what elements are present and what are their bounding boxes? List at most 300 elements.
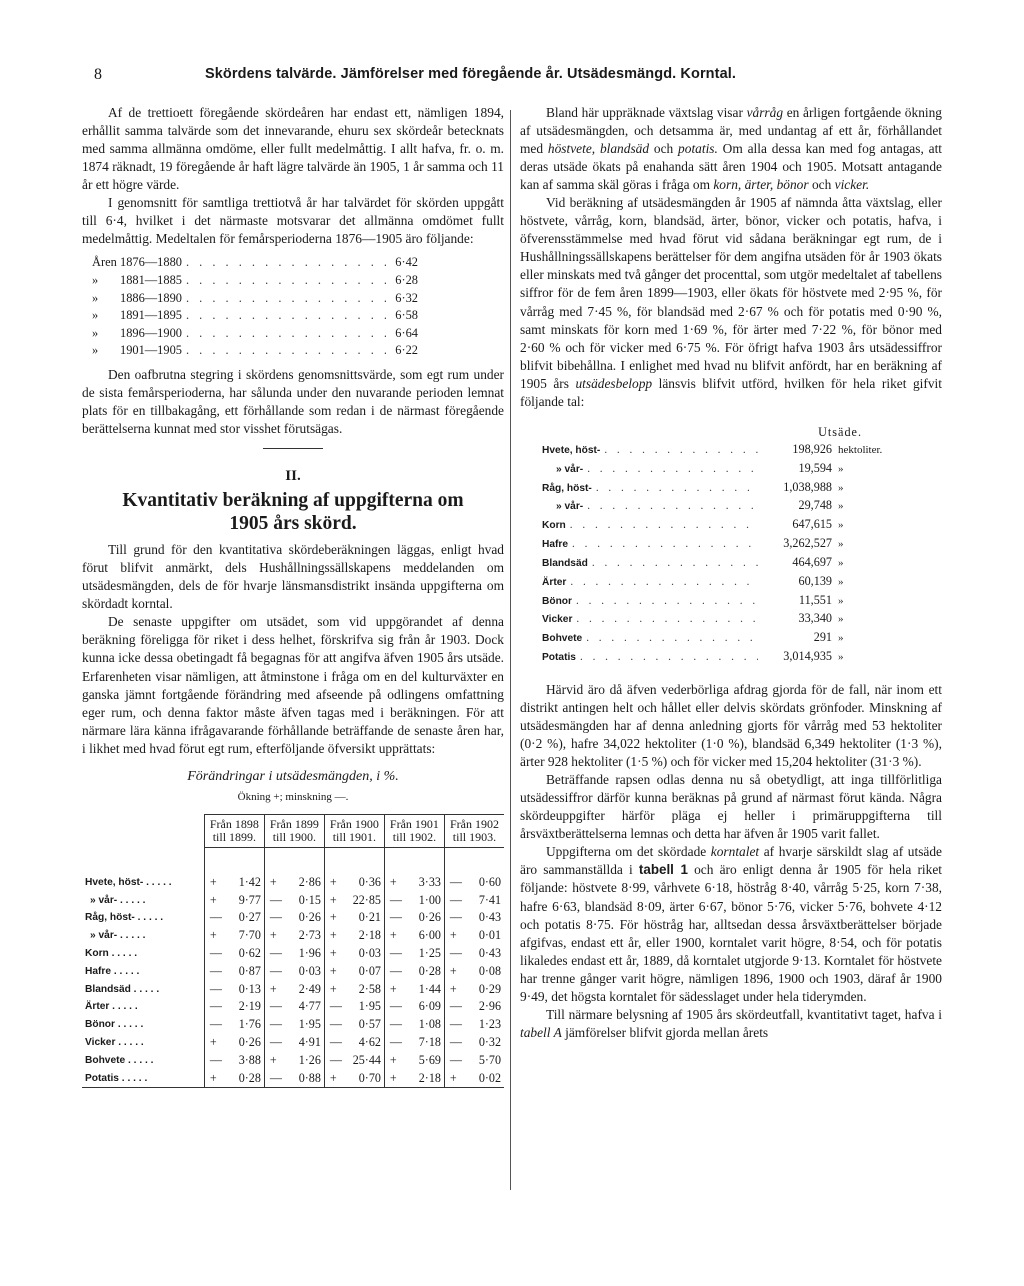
value: 1·00	[418, 892, 441, 907]
value: 2·96	[478, 999, 501, 1014]
table-crop-name: » vår- . . . . .	[90, 894, 146, 906]
average-period: 1891—1895	[120, 308, 182, 323]
table-row	[82, 927, 504, 945]
table-cell	[444, 847, 504, 891]
table-cell	[444, 927, 504, 945]
average-lead: »	[92, 308, 99, 323]
table-row	[82, 945, 504, 963]
table-cell	[204, 1016, 264, 1034]
value: 0·27	[238, 910, 261, 925]
column-divider	[510, 110, 511, 1190]
sign: +	[449, 963, 457, 978]
table-cell	[384, 892, 444, 910]
seed-value: 19,594	[798, 460, 832, 475]
table-cell	[384, 963, 444, 981]
seed-crop-name: Korn	[542, 520, 566, 532]
paragraph: De senaste uppgifter om utsädet, som vid uppgörandet af denna beräkning föreligga för riket i dess helhet, förskrifva sig från år 1903. Dock kunna icke dessa obetingadt få begagnas för att angifva äfven 1905 års utsäde. Erfarenheten visar nämligen, att åtminstone i fråga om en del kulturväxter en ganska jämnt fortgående förändring med afseende på odlingens omfattning eger rum, och denna faktor måste äfven tagas med i beräkningen. För att närmare lära känna ifrågavarande förhållande beträffande de senaste åren har, i likhet med hvad förut egt rum, efterföljande öfversikt upprättats:	[82, 614, 504, 756]
value: 2·18	[418, 1070, 441, 1085]
sign: +	[209, 1035, 217, 1049]
value: 3·88	[238, 1052, 261, 1067]
table-row	[82, 963, 504, 981]
value: 2·49	[298, 981, 321, 996]
seed-row	[542, 516, 892, 535]
seed-unit: »	[838, 538, 844, 551]
value: 0·08	[478, 963, 501, 978]
value: 4·62	[358, 1035, 381, 1049]
table-cell	[444, 909, 504, 927]
value: 1·76	[238, 1017, 261, 1032]
sign: —	[329, 1035, 342, 1049]
seed-unit: »	[838, 462, 844, 475]
sign: +	[329, 892, 337, 907]
dot-leader	[576, 649, 758, 667]
sign: +	[269, 874, 277, 889]
table-cell	[444, 945, 504, 963]
sign: +	[209, 874, 217, 889]
table-row	[82, 1070, 504, 1088]
dot-leader	[588, 555, 758, 573]
table-cell	[324, 1034, 384, 1052]
table-crop-name: Råg, höst- . . . . .	[85, 912, 164, 924]
table-crop-name: Blandsäd . . . . .	[85, 983, 160, 995]
table-cell	[384, 945, 444, 963]
seed-row	[542, 535, 892, 554]
value: 6·09	[418, 999, 441, 1014]
value: 0·87	[238, 963, 261, 978]
table-cell	[384, 998, 444, 1016]
seed-unit: »	[838, 651, 844, 664]
value: 4·91	[298, 1035, 321, 1049]
seed-unit: »	[838, 575, 844, 588]
page-number: 8	[94, 66, 102, 83]
table-column-header: Från 1899 till 1900.	[264, 814, 324, 847]
value: 0·43	[478, 946, 501, 961]
value: 1·25	[418, 946, 441, 961]
average-row	[92, 290, 418, 308]
average-row	[92, 307, 418, 325]
sign: —	[329, 999, 342, 1014]
sign: —	[389, 1017, 403, 1032]
value: 0·57	[358, 1017, 381, 1032]
table-cell	[444, 1052, 504, 1070]
value: 0·02	[478, 1070, 501, 1085]
value: 1·08	[418, 1017, 441, 1032]
value: 0·60	[478, 874, 501, 889]
average-row	[92, 254, 418, 272]
sign: —	[269, 1017, 282, 1032]
value: 0·62	[238, 946, 261, 961]
seed-crop-name: Blandsäd	[542, 557, 588, 569]
value: 25·44	[352, 1052, 381, 1067]
left-column	[82, 104, 504, 1088]
table-crop-name: Hvete, höst- . . . . .	[85, 876, 172, 888]
seed-crop-name: Hvete, höst-	[542, 444, 601, 456]
table-cell	[444, 1070, 504, 1088]
sign: +	[269, 928, 277, 943]
value: 7·18	[418, 1035, 441, 1049]
seed-row	[542, 573, 892, 592]
table-cell	[324, 998, 384, 1016]
table-cell	[384, 909, 444, 927]
value: 0·07	[358, 963, 381, 978]
table-cell	[324, 981, 384, 999]
table-crop-name: Ärter . . . . .	[85, 1001, 138, 1013]
table-cell	[264, 892, 324, 910]
sign: —	[209, 963, 222, 978]
sign: +	[329, 910, 337, 925]
table-cell	[204, 1052, 264, 1070]
table-crop-name: Vicker . . . . .	[85, 1037, 144, 1048]
sign: +	[329, 874, 337, 889]
sign: —	[269, 1035, 282, 1049]
sign: —	[389, 999, 403, 1014]
seed-value: 464,697	[792, 554, 832, 569]
table-cell	[264, 1016, 324, 1034]
period-averages-list	[92, 254, 418, 360]
sign: —	[449, 1017, 463, 1032]
paragraph: Till grund för den kvantitativa skördeberäkningen läggas, enligt hvad förut blifvit anmärkt, dels Hushållningssällskapens meddelanden om utsädesmängden, dels de för hvarje länsmansdistrikt insända uppgifterna om skördadt korntal.	[82, 542, 504, 612]
sign: —	[389, 910, 403, 925]
average-period: 1896—1900	[120, 325, 182, 340]
sign: —	[209, 946, 222, 961]
table-cell	[384, 1034, 444, 1052]
sign: —	[449, 999, 463, 1014]
seed-crop-name: Bönor	[542, 595, 572, 607]
value: 2·73	[298, 928, 321, 943]
sign: +	[449, 928, 457, 943]
value: 0·01	[478, 928, 501, 943]
seed-change-table	[82, 814, 504, 1089]
average-period: 1876—1880	[120, 255, 182, 270]
table-cell	[204, 892, 264, 910]
seed-value: 60,139	[798, 573, 832, 588]
seed-row	[542, 648, 892, 667]
dot-leader	[566, 574, 758, 592]
value: 7·70	[238, 928, 261, 943]
seed-unit: »	[838, 500, 844, 513]
seed-value: 11,551	[798, 592, 832, 607]
seed-row	[542, 610, 892, 629]
sign: —	[389, 892, 403, 907]
table-row	[82, 1034, 504, 1052]
sign: —	[269, 1070, 282, 1085]
dot-leader	[583, 461, 758, 479]
table-crop-name: Bönor . . . . .	[85, 1019, 144, 1031]
table-row	[82, 981, 504, 999]
value: 2·18	[358, 928, 381, 943]
value: 0·32	[478, 1035, 501, 1049]
value: 0·28	[238, 1070, 261, 1085]
seed-unit: »	[838, 594, 844, 607]
seed-value: 3,262,527	[783, 536, 832, 551]
value: 0·88	[298, 1070, 321, 1085]
seed-unit: »	[838, 556, 844, 569]
table-cell	[444, 963, 504, 981]
sign: +	[449, 981, 457, 996]
dot-leader	[566, 517, 758, 535]
table-cell	[204, 945, 264, 963]
seed-value: 647,615	[792, 517, 832, 532]
table-cell	[264, 909, 324, 927]
sign: —	[269, 999, 282, 1014]
sign: —	[449, 946, 463, 961]
table-crop-name: » vår- . . . . .	[90, 930, 146, 942]
table-cell	[324, 927, 384, 945]
sign: +	[329, 981, 337, 996]
table-cell	[204, 847, 264, 891]
table-crop-name: Bohvete . . . . .	[85, 1054, 154, 1066]
average-value: 6·22	[395, 343, 418, 358]
average-value: 6·32	[395, 290, 418, 305]
average-row	[92, 272, 418, 290]
sign: —	[389, 946, 403, 961]
dot-leader	[572, 611, 758, 629]
table-cell	[264, 1034, 324, 1052]
table-crop-name: Korn . . . . .	[85, 948, 138, 960]
table-cell	[264, 981, 324, 999]
average-value: 6·28	[395, 272, 418, 287]
sign: —	[389, 963, 403, 978]
paragraph: Uppgifterna om det skördade korntalet af hvarje särskildt slag af utsäde äro sammanställda i tabell 1 och äro enligt denna år 1905 för hela riket följande: höstvete 8·99, vårhvete 6·18, höstråg 8·40, vårråg 5·25, korn 7·38, hafre 6·63, blandsäd 8·09, ärter 6·67, bönor 5·76, vicker 5·76, bohvete 4·12 och potatis 8·75. För höstråg har, alltsedan dessa årsväxtberättelser började afgifvas, endast ett år, eller 1900, korntalet varit högre, 8·54, och för potatis likaledes endast ett år, 1889, då korntalet utgjorde 9·13. Korntalet för höstvete har trenne gånger varit högre, nämligen 1896, 1900 och 1903, däraf år 1900 9·49, det högsta korntalet för sädesslaget under hela tiderymden.	[520, 844, 942, 1004]
table-cell	[264, 1070, 324, 1088]
sign: —	[209, 910, 222, 925]
sign: +	[329, 1070, 337, 1085]
paragraph: I genomsnitt för samtliga trettiotvå år har talvärdet för skörden uppgått till 6·4, hvilket i det närmaste motsvarar det allmänna omdömet fullt medelmåttig. Medeltalen för femårsperioderna 1876—1905 äro följande:	[82, 195, 504, 247]
value: 1·96	[298, 946, 321, 961]
table-cell	[444, 1034, 504, 1052]
table-row	[82, 998, 504, 1016]
dot-leader	[182, 307, 386, 325]
seed-unit: »	[838, 632, 844, 645]
seed-value: 33,340	[798, 611, 832, 626]
table-cell	[384, 1052, 444, 1070]
seed-row	[542, 629, 892, 648]
sign: +	[269, 1052, 277, 1067]
dot-leader	[583, 498, 758, 516]
paragraph: Bland här uppräknade växtslag visar vårråg en årligen fortgående ökning af utsädesmängden, och detsamma är, med undantag af ett år, förhållandet med höstvete, blandsäd och potatis. Om alla dessa kan med fog antagas, att deras utsäde ökats på enahanda sätt åren 1904 och 1905. Motsatt antagande kan af samma skäl göras i fråga om korn, ärter, bönor och vicker.	[520, 105, 943, 193]
sign: +	[389, 874, 397, 889]
table-cell	[264, 963, 324, 981]
seed-value: 1,038,988	[783, 479, 832, 494]
table-cell	[204, 998, 264, 1016]
dot-leader	[182, 254, 386, 272]
value: 0·15	[298, 892, 321, 907]
dot-leader	[568, 536, 758, 554]
value: 0·13	[238, 981, 261, 996]
table-cell	[324, 1016, 384, 1034]
table-cell	[444, 892, 504, 910]
value: 0·28	[418, 963, 441, 978]
sign: —	[449, 1035, 463, 1049]
table-crop-name: Hafre . . . . .	[85, 965, 140, 977]
table-cell	[444, 998, 504, 1016]
sign: —	[209, 1017, 222, 1032]
seed-row	[542, 460, 892, 479]
average-row	[92, 342, 418, 360]
sign: —	[269, 946, 282, 961]
table-row	[82, 1052, 504, 1070]
table-legend: Ökning +; minskning —.	[237, 790, 349, 803]
section-number: II.	[285, 468, 301, 485]
section-title-line-2: 1905 års skörd.	[229, 513, 357, 535]
sign: —	[329, 1017, 342, 1032]
average-row	[92, 325, 418, 343]
table-caption: Förändringar i utsädesmängden, i %.	[187, 768, 399, 784]
value: 9·77	[238, 892, 261, 907]
average-value: 6·58	[395, 308, 418, 323]
table-cell	[444, 981, 504, 999]
value: 0·26	[238, 1035, 261, 1049]
seed-unit: »	[838, 613, 844, 626]
table-cell	[384, 1070, 444, 1088]
paragraph: Härvid äro då äfven vederbörliga afdrag gjorda för de fall, när inom ett distrikt antingen helt och hållet eller delvis skördats grönfoder. Minskning af utsädesmängden har af denna anledning gjorts för vårråg med 53 hektoliter (0·2 %), hafre 34,022 hektoliter (1·0 %), blandsäd 6,349 hektoliter (1·3 %), ärter 928 hektoliter (1·5 %) och för vicker med 15,204 hektoliter (31·3 %).	[520, 681, 942, 770]
dot-leader	[592, 480, 758, 498]
value: 1·26	[298, 1052, 321, 1067]
sign: +	[389, 981, 397, 996]
average-lead: »	[92, 272, 99, 287]
dot-leader	[582, 630, 758, 648]
value: 0·43	[478, 910, 501, 925]
value: 1·42	[238, 874, 261, 889]
value: 0·03	[358, 946, 381, 961]
table-cell	[264, 1052, 324, 1070]
sign: —	[269, 892, 282, 907]
value: 6·00	[418, 928, 441, 943]
seed-value: 198,926	[792, 441, 832, 456]
table-cell	[204, 1034, 264, 1052]
seed-row	[542, 441, 892, 460]
sign: +	[389, 1070, 397, 1085]
table-column-header: Från 1902 till 1903.	[444, 814, 504, 847]
table-column-header: Från 1901 till 1902.	[384, 814, 444, 847]
value: 2·19	[238, 999, 261, 1014]
sign: +	[389, 1052, 397, 1067]
value: 0·03	[298, 963, 321, 978]
value: 5·70	[478, 1052, 501, 1067]
table-cell	[264, 945, 324, 963]
seed-crop-name: Bohvete	[542, 633, 583, 645]
table-cell	[324, 847, 384, 891]
value: 22·85	[352, 892, 381, 907]
value: 0·21	[358, 910, 381, 925]
table-row	[82, 1016, 504, 1034]
sign: +	[209, 1070, 217, 1085]
average-value: 6·42	[395, 255, 418, 270]
seed-crop-name: Vicker	[542, 614, 573, 626]
seed-unit: »	[838, 481, 844, 494]
value: 1·95	[298, 1017, 321, 1032]
table-cell	[324, 1070, 384, 1088]
sign: —	[209, 999, 222, 1014]
value: 7·41	[478, 892, 501, 907]
sign: +	[329, 928, 337, 943]
table-cell	[204, 927, 264, 945]
value: 0·26	[418, 910, 441, 925]
average-period: 1886—1890	[120, 290, 182, 305]
running-title: Skördens talvärde. Jämförelser med föregående år. Utsädesmängd. Korntal.	[205, 66, 736, 82]
value: 1·44	[418, 981, 441, 996]
sign: —	[449, 892, 463, 907]
table-cell	[324, 909, 384, 927]
dot-leader	[600, 442, 758, 460]
value: 2·86	[298, 874, 321, 889]
sign: +	[449, 1070, 457, 1085]
average-lead: »	[92, 290, 99, 305]
value: 5·69	[418, 1052, 441, 1067]
sign: +	[329, 946, 337, 961]
average-lead: »	[92, 343, 99, 358]
table-crop-name: Potatis . . . . .	[82, 1070, 204, 1088]
paragraph: Beträffande rapsen odlas denna nu så obetydligt, att inga tillförlitliga utsädessiffror därför kunna beräknas på grund af närmast förut kända. Några skördeuppgifter härför pläga ej heller i primäruppgifterna till årsväxtberättelserna lemnas och detta har äfven år 1905 varit fallet.	[520, 772, 942, 842]
section-title	[82, 489, 504, 535]
value: 0·26	[298, 910, 321, 925]
seed-unit: hektoliter.	[838, 443, 883, 456]
dot-leader	[182, 290, 386, 308]
table-column-header: Från 1898 till 1899.	[204, 814, 264, 847]
sign: —	[269, 963, 282, 978]
value: 0·36	[358, 874, 381, 889]
table-row	[82, 847, 504, 891]
sign: —	[209, 981, 222, 996]
seed-crop-name: Potatis	[542, 652, 576, 664]
seed-crop-name: » vår-	[556, 463, 584, 475]
average-period: 1881—1885	[120, 272, 182, 287]
table-cell	[264, 927, 324, 945]
seed-crop-name: » vår-	[556, 501, 584, 513]
paragraph: Till närmare belysning af 1905 års skördeutfall, kvantitativt taget, hafva i tabell A jämförelser blifvit gjorda mellan årets	[520, 1006, 942, 1040]
dot-leader	[182, 325, 386, 343]
seed-value: 291	[813, 630, 832, 645]
table-cell	[204, 909, 264, 927]
table-cell	[384, 847, 444, 891]
seed-row	[542, 592, 892, 611]
seed-row	[542, 497, 892, 516]
seed-value: 3,014,935	[783, 649, 832, 664]
seed-crop-name: Ärter	[542, 576, 567, 588]
table-cell	[324, 963, 384, 981]
seed-unit: »	[838, 519, 844, 532]
table-cell	[324, 945, 384, 963]
table-cell	[384, 927, 444, 945]
section-rule	[263, 448, 323, 449]
sign: —	[209, 1052, 222, 1067]
table-cell	[324, 892, 384, 910]
seed-row	[542, 479, 892, 498]
seed-table-header: Utsäde.	[818, 424, 862, 439]
value: 4·77	[298, 999, 321, 1014]
table-cell	[204, 963, 264, 981]
average-value: 6·64	[395, 325, 418, 340]
sign: +	[389, 928, 397, 943]
value: 3·33	[418, 874, 441, 889]
table-cell	[444, 1016, 504, 1034]
right-column	[520, 104, 942, 1042]
table-cell	[264, 847, 324, 891]
sign: +	[209, 928, 217, 943]
sign: —	[449, 910, 463, 925]
sign: +	[329, 963, 337, 978]
average-lead: »	[92, 325, 99, 340]
average-period: 1901—1905	[120, 343, 182, 358]
table-row	[82, 892, 504, 910]
seed-value: 29,748	[798, 498, 832, 513]
table-cell	[384, 1016, 444, 1034]
sign: —	[269, 910, 282, 925]
sign: —	[389, 1035, 403, 1049]
dot-leader	[182, 272, 386, 290]
table-cell	[264, 998, 324, 1016]
dot-leader	[572, 593, 758, 611]
